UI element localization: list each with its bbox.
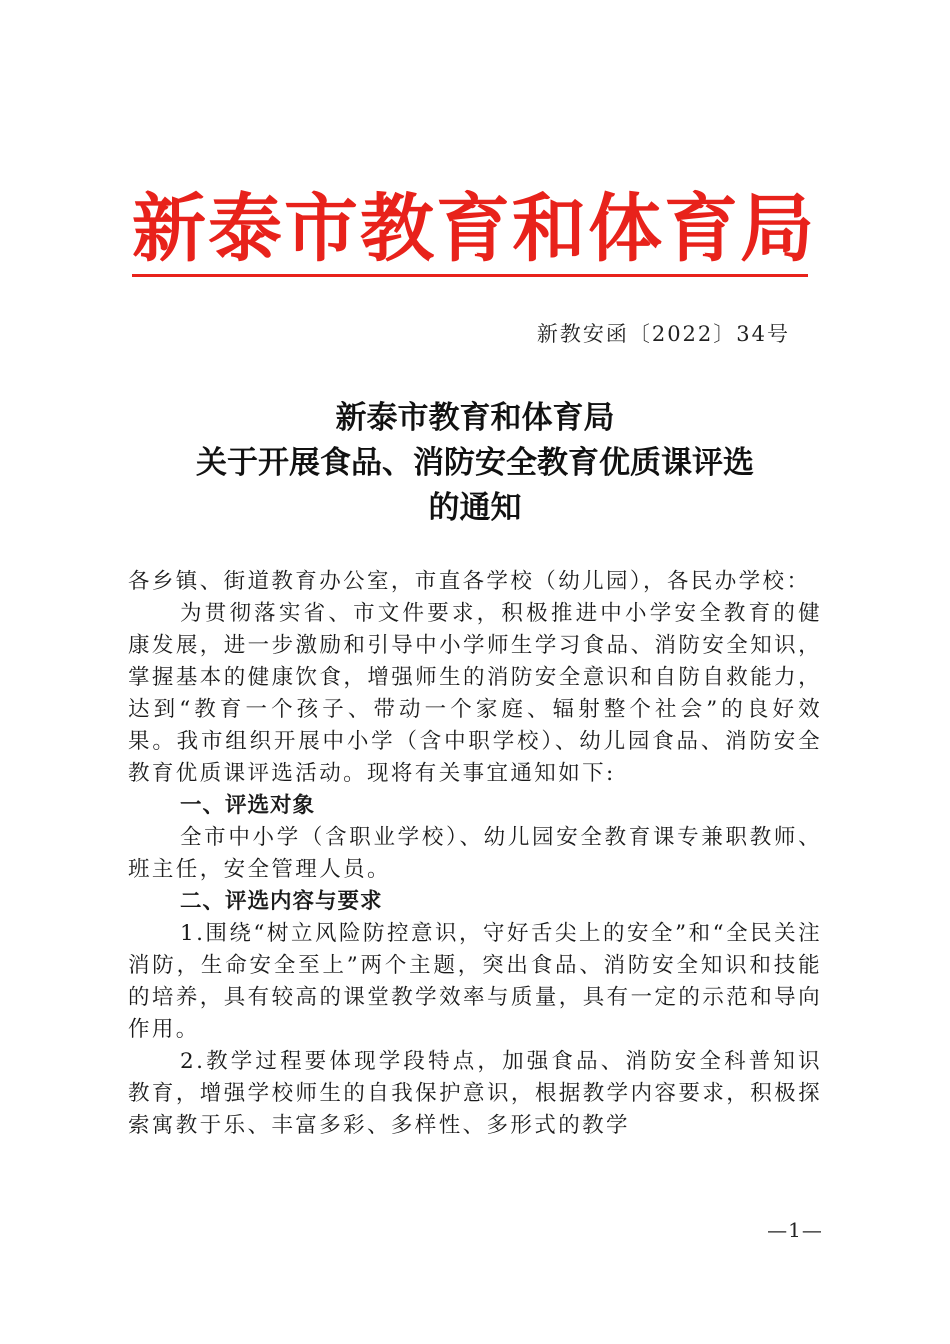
section-1-text: 全市中小学（含职业学校）、幼儿园安全教育课专兼职教师、班主任，安全管理人员。 [128, 825, 822, 882]
section-1-heading: 一、评选对象 [180, 793, 316, 818]
salutation: 各乡镇、街道教育办公室，市直各学校（幼儿园），各民办学校： [128, 569, 811, 594]
title-line-3: 的通知 [428, 490, 522, 526]
document-body [128, 566, 822, 1142]
section-2-heading: 二、评选内容与要求 [180, 889, 383, 914]
page-number: —1— [767, 1218, 823, 1242]
intro-paragraph: 为贯彻落实省、市文件要求，积极推进中小学安全教育的健康发展，进一步激励和引导中小学师生学习食品、消防安全知识，掌握基本的健康饮食，增强师生的消防安全意识和自防自救能力，达到“教育一个孩子、带动一个家庭、辐射整个社会”的良好效果。我市组织开展中小学（含中职学校）、幼儿园食品、消防安全教育优质课评选活动。现将有关事宜通知如下: [128, 601, 822, 786]
section-2-item-2: 2.教学过程要体现学段特点，加强食品、消防安全科普知识教育，增强学校师生的自我保护意识，根据教学内容要求，积极探索寓教于乐、丰富多彩、多样性、多形式的教学 [128, 1049, 822, 1138]
masthead-org-name: 新泰市教育和体育局 [132, 186, 816, 272]
section-2-item-1: 1.围绕“树立风险防控意识，守好舌尖上的安全”和“全民关注消防，生命安全至上”两个主题，突出食品、消防安全知识和技能的培养，具有较高的课堂教学效率与质量，具有一定的示范和导向作用。 [128, 921, 822, 1042]
document-title [90, 396, 860, 531]
masthead-red-rule [132, 274, 808, 277]
title-line-1: 新泰市教育和体育局 [335, 400, 615, 436]
title-line-2: 关于开展食品、消防安全教育优质课评选 [196, 445, 754, 481]
document-number: 新教安函〔2022〕34号 [536, 322, 790, 346]
